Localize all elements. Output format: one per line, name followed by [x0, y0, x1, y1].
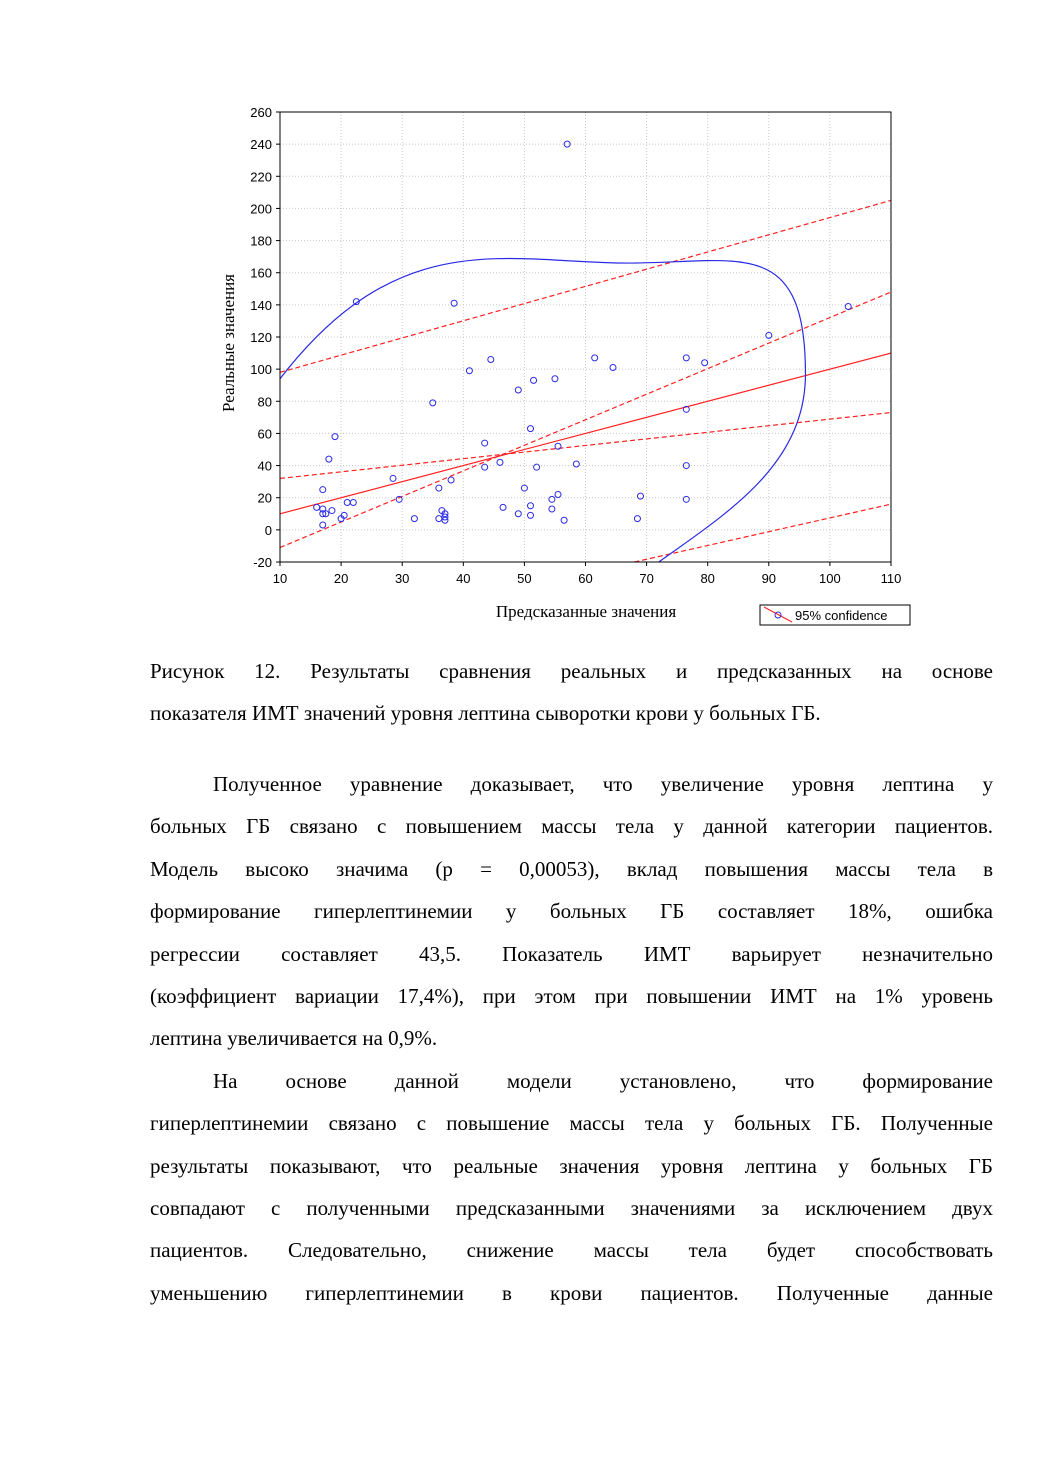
text-line: совпадают с полученными предсказанными значениями за исключением двух: [150, 1195, 993, 1220]
data-point: [515, 387, 521, 393]
x-tick-label: 10: [272, 571, 288, 586]
text-line: Модель высоко значима (р = 0,00053), вклад повышения массы тела в: [150, 856, 993, 881]
y-tick-label: 40: [257, 458, 272, 474]
data-point: [561, 517, 567, 523]
text-line: пациентов. Следовательно, снижение массы тела будет способствовать: [150, 1238, 993, 1263]
x-tick-label: 50: [517, 571, 532, 586]
x-tick-label: 70: [639, 571, 654, 586]
y-axis-label: Реальные значения: [219, 273, 238, 413]
body-paragraphs: [150, 763, 993, 1314]
data-point: [390, 475, 396, 481]
data-point: [350, 500, 356, 506]
data-point: [482, 440, 488, 446]
data-point: [552, 376, 558, 382]
x-tick-label: 30: [394, 571, 410, 586]
y-tick-label: 60: [257, 426, 272, 442]
text-line: формирование гиперлептинемии у больных ГБ составляет 18%, ошибка: [150, 899, 993, 924]
text-line: больных ГБ связано с повышением массы тела у данной категории пациентов.: [150, 814, 993, 839]
data-point: [555, 492, 561, 498]
data-point: [549, 496, 555, 502]
x-tick-label: 110: [880, 571, 902, 586]
x-tick-label: 40: [456, 571, 471, 586]
chart-grid: [280, 112, 891, 562]
y-tick-label: 260: [250, 105, 272, 120]
data-point: [528, 512, 534, 518]
y-tick-label: 180: [250, 233, 272, 249]
y-tick-label: 20: [257, 490, 272, 506]
data-point: [528, 426, 534, 432]
text-line: результаты показывают, что реальные значения уровня лептина у больных ГБ: [150, 1153, 993, 1178]
data-point: [500, 504, 506, 510]
data-point: [515, 511, 521, 517]
data-point: [683, 496, 689, 502]
prediction-band-lower: [634, 504, 891, 562]
data-point: [436, 485, 442, 491]
text-line: уменьшению гиперлептинемии в крови пациентов. Полученные данные: [150, 1280, 993, 1305]
y-tick-label: 80: [257, 394, 272, 410]
data-point: [610, 365, 616, 371]
data-point: [531, 377, 537, 383]
x-tick-label: 20: [333, 571, 349, 586]
text-line: На основе данной модели установлено, что формирование: [213, 1068, 993, 1093]
data-point: [411, 516, 417, 522]
confidence-bands: [280, 200, 891, 562]
data-point: [573, 461, 579, 467]
text-line: регрессии составляет 43,5. Показатель ИМТ варьирует незначительно: [150, 941, 993, 966]
data-point: [436, 516, 442, 522]
data-point: [488, 357, 494, 363]
data-point: [320, 522, 326, 528]
data-point: [320, 487, 326, 493]
data-point: [702, 360, 708, 366]
y-tick-label: 160: [250, 265, 272, 281]
caption-line: показателя ИМТ значений уровня лептина сыворотки крови у больных ГБ.: [150, 701, 821, 725]
y-tick-label: 200: [250, 201, 272, 217]
figure-caption: [150, 650, 993, 734]
x-tick-label: 80: [700, 571, 715, 586]
data-point: [528, 503, 534, 509]
data-point: [329, 508, 335, 514]
y-tick-label: 100: [250, 362, 272, 378]
text-line: гиперлептинемии связано с повышение массы тела у больных ГБ. Полученные: [150, 1111, 993, 1136]
data-point: [549, 506, 555, 512]
data-points: [314, 141, 852, 528]
text-line: (коэффициент вариации 17,4%), при этом при повышении ИМТ на 1% уровень: [150, 983, 993, 1008]
x-tick-label: 90: [761, 571, 777, 586]
x-axis-label: Предсказанные значения: [495, 602, 677, 621]
x-tick-label: 100: [819, 571, 841, 586]
data-point: [332, 434, 338, 440]
data-point: [592, 355, 598, 361]
data-point: [634, 516, 640, 522]
x-tick-label: 60: [578, 571, 593, 586]
data-point: [430, 400, 436, 406]
y-tick-label: 0: [264, 522, 272, 538]
data-point: [555, 443, 561, 449]
y-tick-label: 240: [250, 137, 272, 153]
caption-line: Рисунок 12. Результаты сравнения реальных и предсказанных на основе: [150, 659, 993, 683]
y-tick-label: 120: [250, 330, 272, 345]
text-line: лептина увеличивается на 0,9%.: [150, 1026, 438, 1051]
data-point: [326, 456, 332, 462]
data-point: [497, 459, 503, 465]
y-tick-label: -20: [253, 555, 272, 570]
scatter-chart: [0, 0, 1041, 640]
data-point: [534, 464, 540, 470]
legend: [760, 605, 910, 625]
data-point: [448, 477, 454, 483]
confidence-band-lower: [280, 292, 891, 548]
legend-label: 95% confidence: [795, 608, 888, 623]
text-line: Полученное уравнение доказывает, что увеличение уровня лептина у: [213, 772, 993, 796]
data-point: [683, 355, 689, 361]
data-point: [344, 500, 350, 506]
confidence-band-upper: [280, 413, 891, 479]
y-tick-label: 140: [250, 297, 272, 313]
data-point: [314, 504, 320, 510]
data-point: [845, 303, 851, 309]
axis-ticks: [250, 105, 901, 586]
y-tick-label: 220: [250, 169, 272, 185]
